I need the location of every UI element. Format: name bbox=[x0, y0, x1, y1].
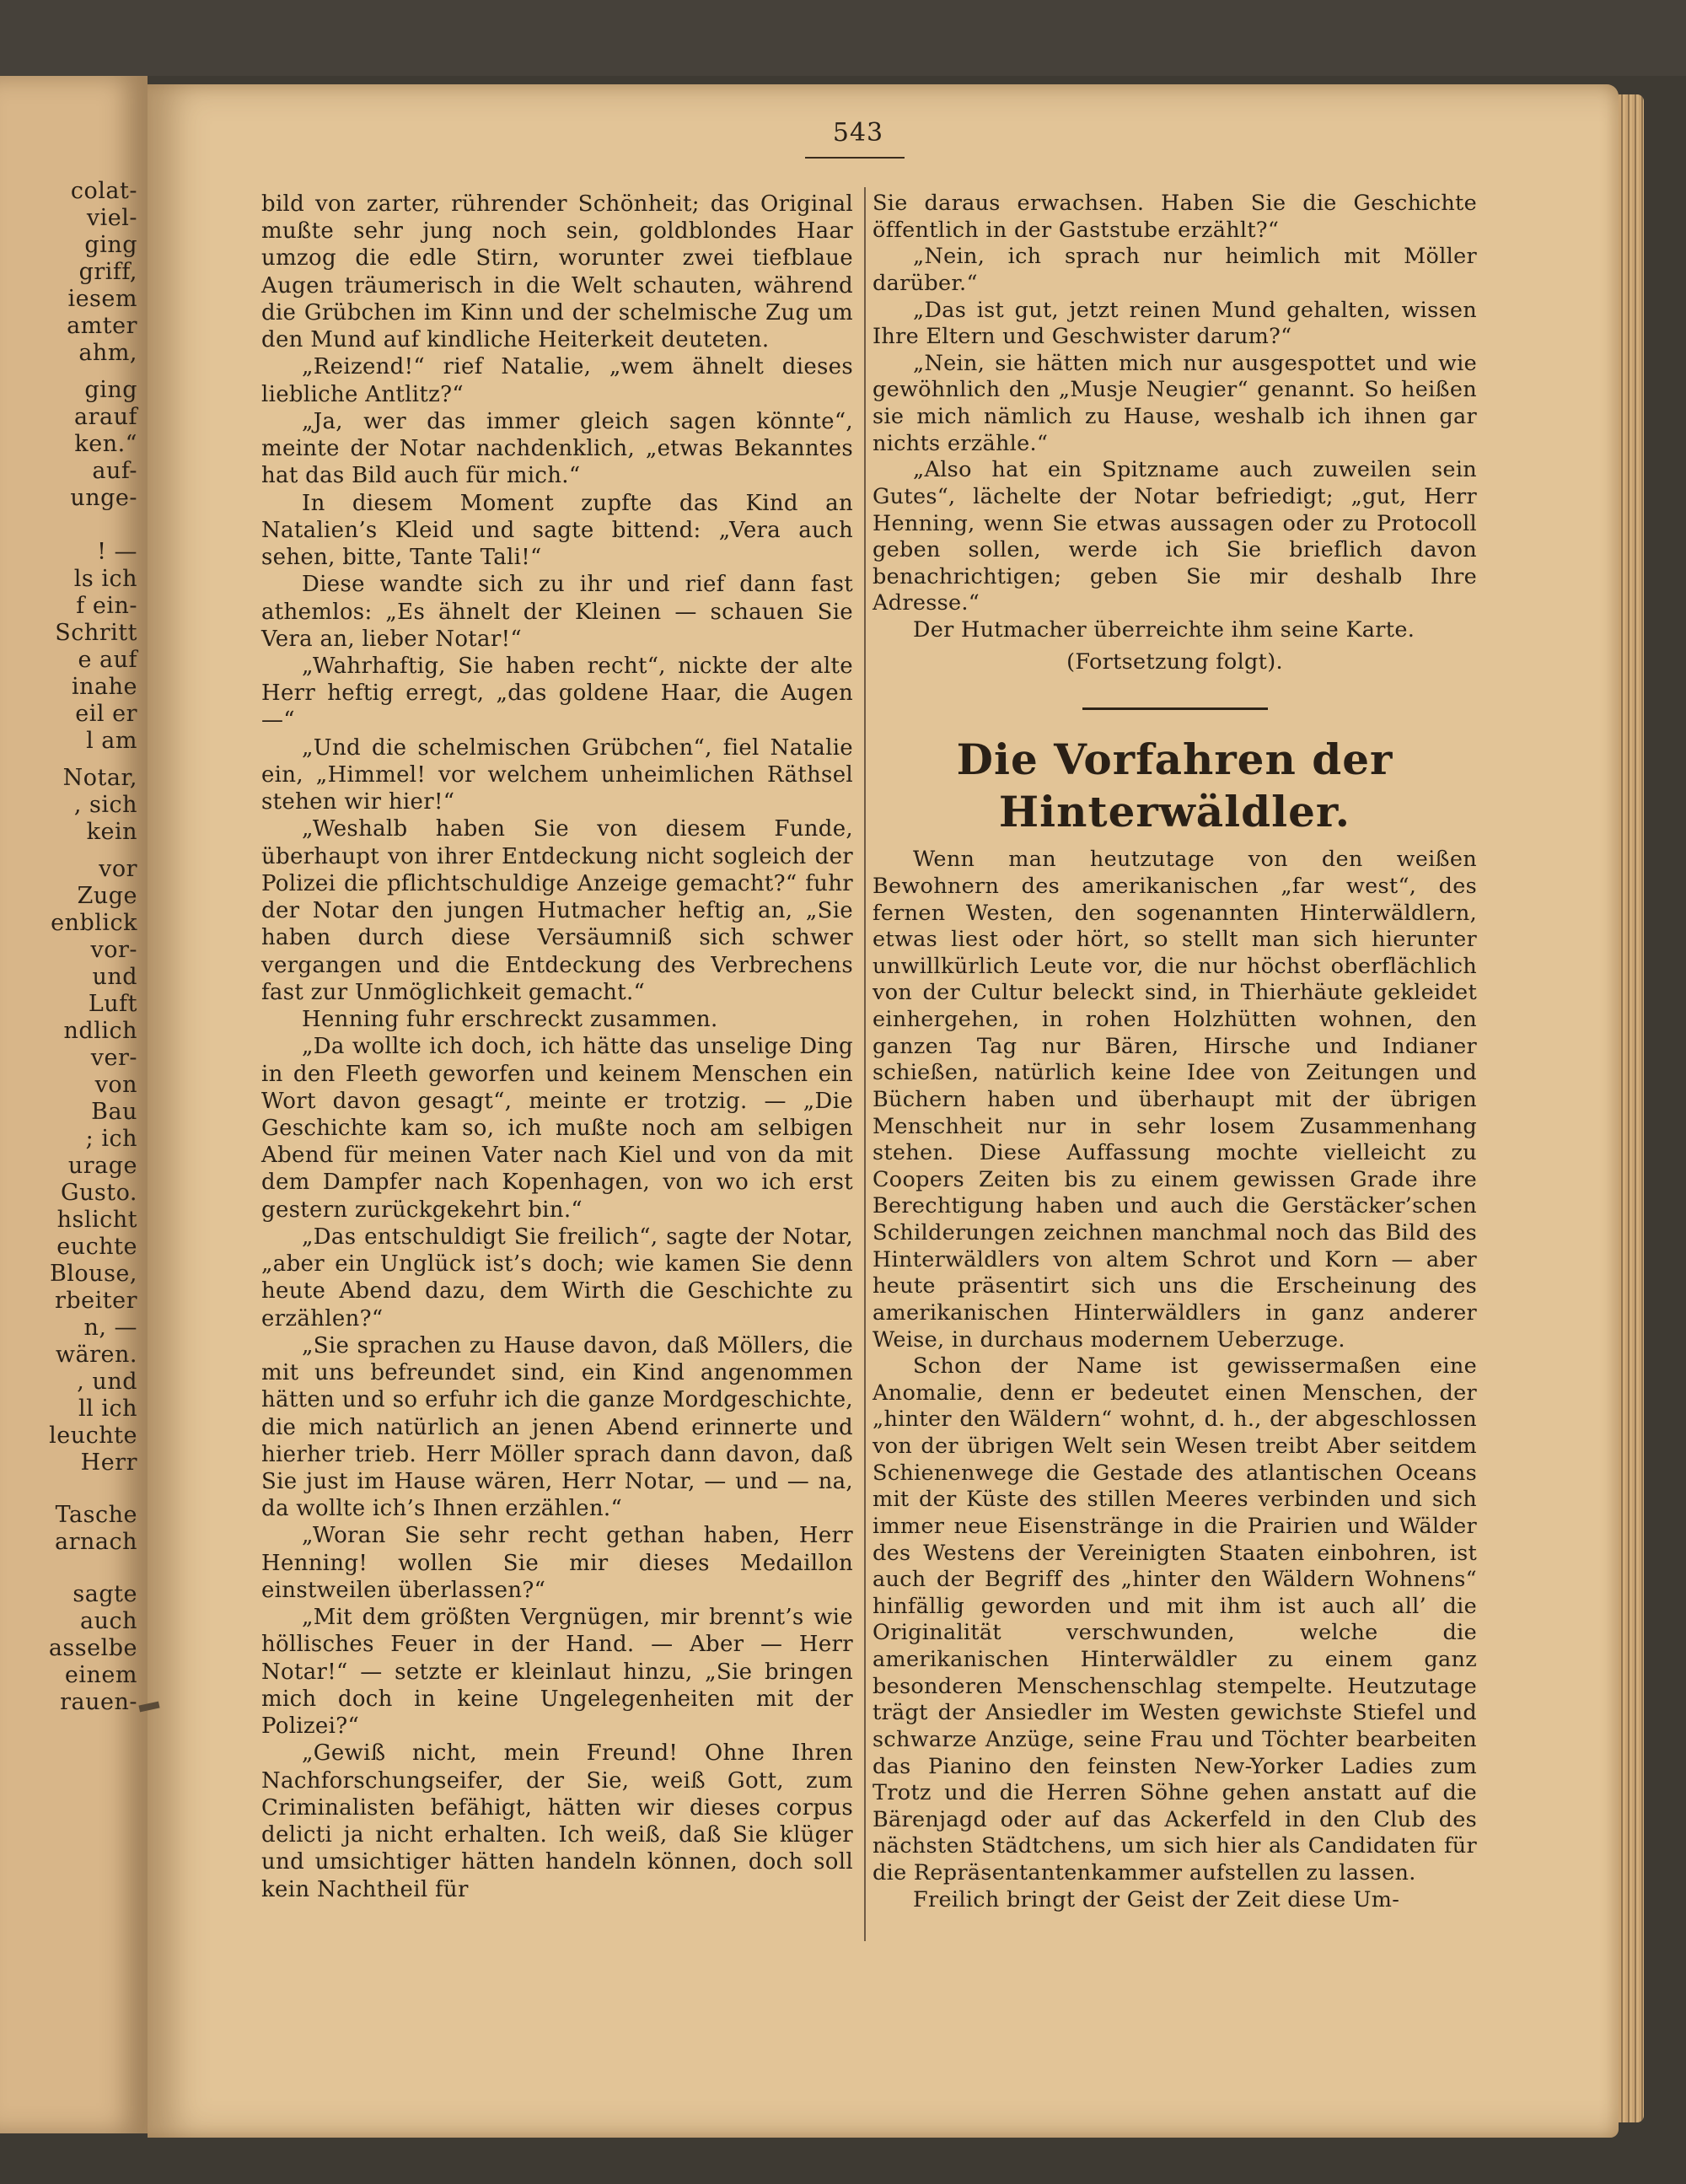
left-page-line-fragment: inahe bbox=[72, 674, 137, 700]
paragraph: Freilich bringt der Geist der Zeit diese Um- bbox=[913, 1886, 1400, 1912]
left-page-line-fragment: ging bbox=[84, 377, 137, 403]
paragraph: „Ja, wer das immer gleich sagen könnte“, meinte der Notar nachdenklich, „etwas Bekanntes hat das Bild auch für mich.“ bbox=[261, 408, 853, 489]
left-page-line-fragment: unge- bbox=[70, 485, 137, 511]
paragraph: „Reizend!“ rief Natalie, „wem ähnelt dieses liebliche Antlitz?“ bbox=[261, 354, 853, 407]
left-page-line-fragment: , sich bbox=[73, 792, 137, 818]
left-page-line-fragment: vor bbox=[99, 856, 137, 882]
left-page-line-fragment: ahm, bbox=[78, 340, 137, 366]
paragraph: Sie daraus erwachsen. Haben Sie die Geschichte öffentlich in der Gaststube erzählt?“ bbox=[873, 191, 1477, 243]
left-column bbox=[261, 191, 853, 1903]
article-body bbox=[873, 847, 1477, 1913]
left-page-line-fragment: sagte bbox=[72, 1581, 137, 1607]
left-page-line-fragment: Blouse, bbox=[49, 1261, 137, 1287]
left-page-line-fragment: auf- bbox=[92, 458, 137, 484]
paragraph: Henning fuhr erschreckt zusammen. bbox=[302, 1007, 718, 1033]
left-page-line-fragment: Schritt bbox=[55, 620, 137, 646]
left-page-line-fragment: wären. bbox=[55, 1342, 137, 1368]
left-page-line-fragment: arnach bbox=[54, 1529, 137, 1555]
paragraph: „Woran Sie sehr recht gethan haben, Herr Henning! wollen Sie mir dieses Medaillon einstweilen überlassen?“ bbox=[261, 1523, 853, 1603]
left-page-line-fragment: griff, bbox=[78, 259, 137, 285]
paragraph: Diese wandte sich zu ihr und rief dann fast athemlos: „Es ähnelt der Kleinen — schauen Sie Vera an, lieber Notar!“ bbox=[261, 572, 853, 652]
left-page-line-fragment: kein bbox=[86, 819, 137, 845]
left-page-line-fragment: arauf bbox=[74, 404, 137, 430]
left-page-line-fragment: amter bbox=[67, 313, 137, 339]
paragraph: Wenn man heutzutage von den weißen Bewohnern des amerikanischen „far west“, des fernen Westen, den sogenannten Hinterwäldlern, etwas liest oder hört, so stellt man sich hierunter unwillkürlich Leute vor, die nur höchst oberflächlich von der Cultur beleckt sind, in Thierhäute gekleidet einhergehen, in rohen Holzhütten wohnen, den ganzen Tag nur Bären, Hirsche und Indianer schießen, natürlich keine Idee von Zeitungen und Büchern haben und überhaupt mit der übrigen Menschheit nur in sehr losem Zusammenhang stehen. Diese Auffassung mochte vielleicht zu Coopers Zeiten bis zu einem gewissen Grade ihre Berechtigung haben und auch die Gerstäcker’schen Schilderungen zeichnen manchmal noch das Bild des Hinterwäldlers von altem Schrot und Korn — aber heute präsentirt sich uns die Erscheinung des amerikanischen Hinterwäldlers in ganz anderer Weise, in durchaus modernem Ueberzuge. bbox=[873, 847, 1477, 1353]
left-page-line-fragment: Luft bbox=[88, 991, 137, 1017]
paragraph: „Da wollte ich doch, ich hätte das unselige Ding in den Fleeth geworfen und keinem Menschen ein Wort davon gesagt“, meinte er trotzig. — „Die Geschichte kam so, ich mußte noch am selbigen Abend für meinen Vater nach Kiel und von da mit dem Dampfer nach Kopenhagen, von wo ich erst gestern zurückgekehrt bin.“ bbox=[261, 1034, 853, 1223]
left-page-line-fragment: Gusto. bbox=[60, 1180, 137, 1206]
left-page-line-fragment: ls ich bbox=[73, 566, 137, 592]
left-page-line-fragment: asselbe bbox=[48, 1635, 137, 1661]
paragraph: „Weshalb haben Sie von diesem Funde, überhaupt von ihrer Entdeckung nicht sogleich der Polizei die pflichtschuldige Anzeige gemacht?“ fuhr der Notar den jungen Hutmacher heftig an, „Sie haben durch diese Versäumniß sich schwer vergangen und die Entdeckung des Verbrechens fast zur Unmöglichkeit gemacht.“ bbox=[261, 816, 853, 1005]
left-page-line-fragment: von bbox=[94, 1072, 137, 1098]
paragraph: „Nein, ich sprach nur heimlich mit Möller darüber.“ bbox=[873, 244, 1477, 296]
left-page-line-fragment: viel- bbox=[86, 205, 137, 231]
left-page-line-fragment: euchte bbox=[56, 1234, 137, 1260]
left-page-line-fragment: l am bbox=[86, 728, 137, 754]
left-page-line-fragment: hslicht bbox=[56, 1207, 137, 1233]
left-page-line-fragment: urage bbox=[67, 1153, 137, 1179]
left-page-line-fragment: einem bbox=[64, 1662, 137, 1688]
left-page-line-fragment: Herr bbox=[80, 1450, 137, 1476]
right-column bbox=[873, 191, 1477, 1913]
left-page-line-fragment: vor- bbox=[90, 937, 137, 963]
left-page-line-fragment: enblick bbox=[51, 910, 137, 936]
left-page-line-fragment: Bau bbox=[91, 1099, 137, 1125]
page-number-rule bbox=[805, 157, 905, 159]
left-page-line-fragment: Notar, bbox=[62, 765, 137, 791]
left-page-line-fragment: eil er bbox=[75, 701, 137, 727]
paragraph: „Sie sprachen zu Hause davon, daß Möllers, die mit uns befreundet sind, ein Kind angenommen hätten und so erfuhr ich die ganze Mordgeschichte, die mich natürlich an jenen Abend erinnerte und hierher trieb. Herr Möller sprach dann davon, daß Sie just im Hause wären, Herr Notar, — und — na, da wollte ich’s Ihnen erzählen.“ bbox=[261, 1332, 853, 1522]
left-page-line-fragment: f ein- bbox=[76, 593, 137, 619]
paragraph: „Nein, sie hätten mich nur ausgespottet und wie gewöhnlich den „Musje Neugier“ genannt. So heißen sie mich nämlich zu Hause, weshalb ich ihnen gar nichts erzähle.“ bbox=[873, 350, 1477, 456]
left-page-line-fragment: n, — bbox=[83, 1315, 137, 1341]
left-page-line-fragment: ndlich bbox=[63, 1018, 137, 1044]
paragraph: „Das ist gut, jetzt reinen Mund gehalten, wissen Ihre Eltern und Geschwister darum?“ bbox=[873, 297, 1477, 350]
paragraph: „Und die schelmischen Grübchen“, fiel Natalie ein, „Himmel! vor welchem unheimlichen Räthsel stehen wir hier!“ bbox=[261, 734, 853, 815]
left-page-line-fragment: und bbox=[92, 964, 137, 990]
paragraph: „Wahrhaftig, Sie haben recht“, nickte der alte Herr heftig erregt, „das goldene Haar, die Augen —“ bbox=[261, 653, 853, 734]
left-page-line-fragment: Tasche bbox=[55, 1502, 137, 1528]
left-page-line-fragment: ! — bbox=[97, 539, 137, 565]
continuation-note: (Fortsetzung folgt). bbox=[1066, 648, 1283, 675]
paragraph: Der Hutmacher überreichte ihm seine Karte. bbox=[913, 617, 1415, 643]
scan-background bbox=[0, 0, 1686, 76]
left-page-line-fragment: e auf bbox=[78, 647, 137, 673]
left-page-line-fragment: ll ich bbox=[78, 1396, 137, 1422]
paragraph: „Also hat ein Spitzname auch zuweilen sein Gutes“, lächelte der Notar befriedigt; „gut, Herr Henning, wenn Sie etwas aussagen oder zu Protocoll geben sollen, werde ich Sie brieflich davon benachrichtigen; geben Sie mir deshalb Ihre Adresse.“ bbox=[873, 457, 1477, 616]
left-page-line-fragment: ging bbox=[84, 232, 137, 258]
paragraph: bild von zarter, rührender Schönheit; das Original mußte sehr jung noch sein, goldblondes Haar umzog die edle Stirn, worunter zwei tiefblaue Augen träumerisch in die Welt schauten, während die Grübchen im Kinn und der schelmische Zug um den Mund auf kindliche Heiterkeit deuteten. bbox=[261, 191, 853, 353]
left-page-edge bbox=[0, 76, 148, 2133]
paragraph: „Das entschuldigt Sie freilich“, sagte der Notar, „aber ein Unglück ist’s doch; wie kamen Sie denn heute Abend dazu, dem Wirth die Geschichte zu erzählen?“ bbox=[261, 1224, 853, 1331]
left-page-line-fragment: ken.“ bbox=[74, 431, 137, 457]
left-page-line-fragment: ; ich bbox=[85, 1126, 137, 1152]
left-page-line-fragment: leuchte bbox=[49, 1423, 137, 1449]
left-page-line-fragment: colat- bbox=[70, 178, 137, 204]
left-page-line-fragment: iesem bbox=[67, 286, 137, 312]
paragraph: In diesem Moment zupfte das Kind an Natalien’s Kleid und sagte bittend: „Vera auch sehen, bitte, Tante Tali!“ bbox=[261, 490, 853, 571]
left-page-line-fragment: rbeiter bbox=[54, 1288, 137, 1314]
paragraph: „Mit dem größten Vergnügen, mir brennt’s wie höllisches Feuer in der Hand. — Aber — Herr Notar!“ — setzte er kleinlaut hinzu, „Sie bringen mich doch in keine Ungelegenheiten mit der Polizei?“ bbox=[261, 1605, 853, 1740]
left-page-line-fragment: Zuge bbox=[77, 883, 137, 909]
page-number: 543 bbox=[832, 118, 884, 148]
column-divider bbox=[864, 187, 866, 1941]
section-divider bbox=[1082, 707, 1268, 710]
article-heading: Die Vorfahren der Hinterwäldler. bbox=[956, 734, 1393, 837]
left-page-line-fragment: , und bbox=[77, 1369, 137, 1395]
left-page-line-fragment: auch bbox=[80, 1608, 137, 1634]
page-stack-edge bbox=[1619, 94, 1644, 2122]
paragraph: Schon der Name ist gewissermaßen eine Anomalie, denn er bedeutet einen Menschen, der „hinter den Wäldern“ wohnt, d. h., der abgeschlossen von der übrigen Welt sein Wesen treibt Aber seitdem Schienenwege die Gestade des atlantischen Oceans mit der Küste des stillen Meeres verbinden und sich immer neue Eisenstränge in die Prairien und Wälder des Westens der Vereinigten Staaten einbohren, ist auch der Begriff des „hinter den Wäldern Wohnens“ hinfällig geworden und mit ihm ist auch all’ die Originalität verschwunden, welche die amerikanischen Hinterwäldler zu einem ganz besonderen Menschenschlag stempelte. Heutzutage trägt der Ansiedler im Westen gewichste Stiefel und schwarze Anzüge, seine Frau und Töchter bearbeiten das Pianino den feinsten New-Yorker Ladies zum Trotz und die Herren Söhne gehen anstatt auf die Bärenjagd oder auf das Ackerfeld in den Club des nächsten Städtchens, um sich hier als Candidaten für die Repräsentantenkammer aufstellen zu lassen. bbox=[873, 1353, 1477, 1885]
left-page-line-fragment: ver- bbox=[90, 1045, 137, 1071]
left-page-line-fragment: rauen- bbox=[60, 1689, 137, 1715]
paragraph: „Gewiß nicht, mein Freund! Ohne Ihren Nachforschungseifer, der Sie, weiß Gott, zum Criminalisten befähigt, hätten wir dieses corpus delicti ja nicht erhalten. Ich weiß, daß Sie klüger und umsichtiger hätten handeln können, doch soll kein Nachtheil für bbox=[261, 1740, 853, 1902]
story-conclusion bbox=[873, 191, 1477, 644]
